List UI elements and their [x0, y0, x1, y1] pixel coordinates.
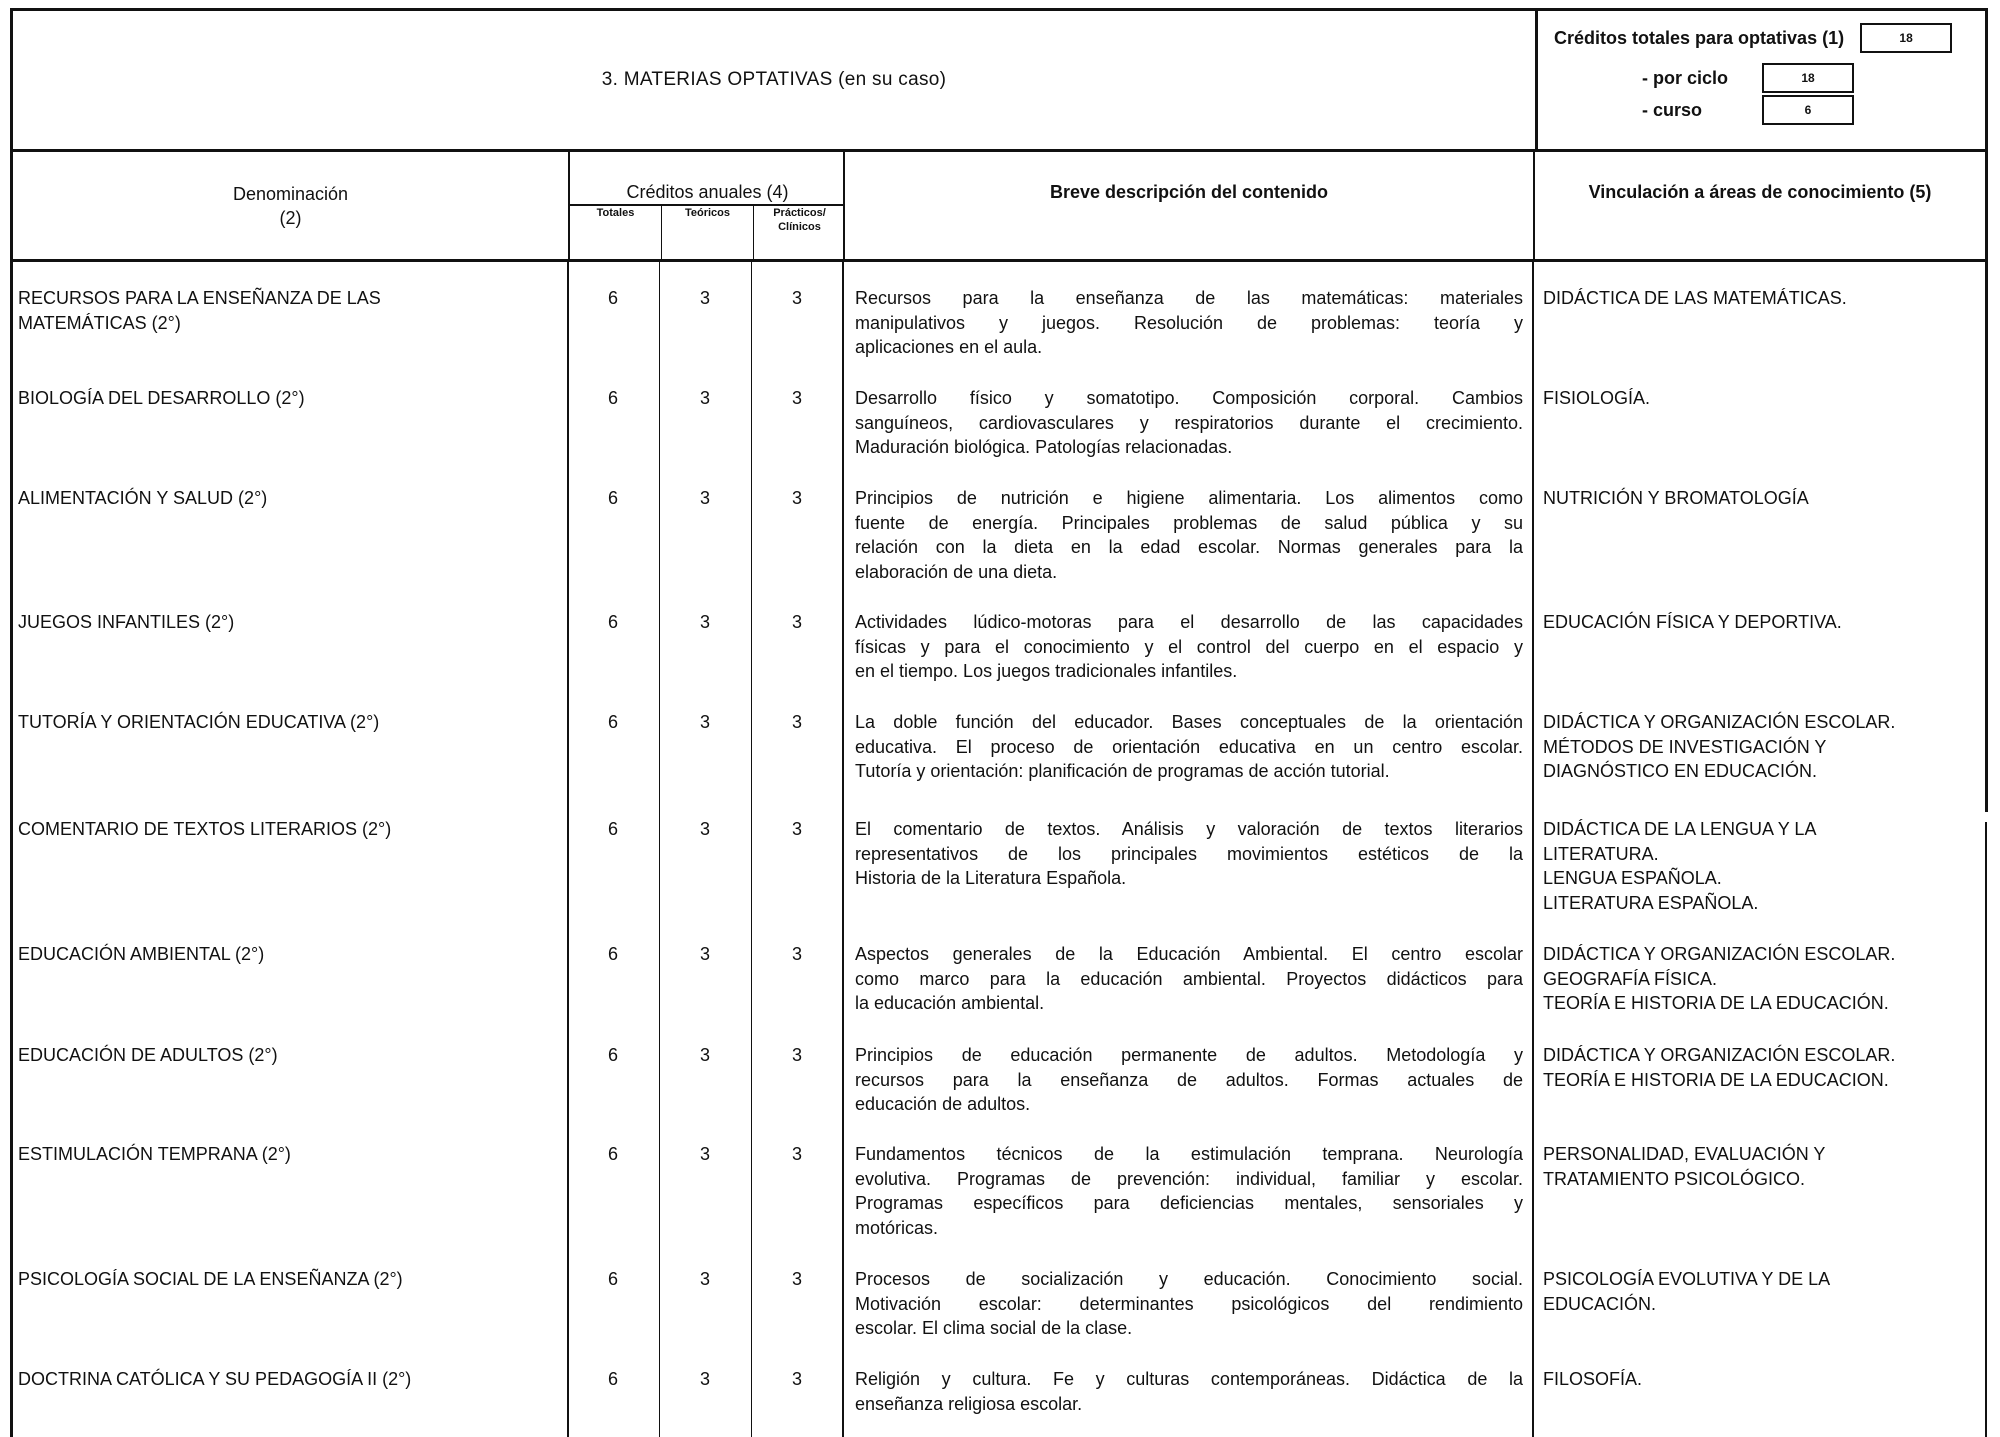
description-line: Actividades lúdico-motoras para el desarrollo de las capacidades [855, 612, 1523, 632]
credits-totales: 6 [607, 944, 618, 964]
knowledge-area: DIAGNÓSTICO EN EDUCACIÓN. [1543, 761, 1818, 781]
subject-name [18, 1367, 558, 1392]
credits-practicos: 3 [791, 1144, 802, 1164]
description-line: fuente de energía. Principales problemas de salud pública y su [855, 512, 1523, 533]
knowledge-area: DIDÁCTICA DE LAS MATEMÁTICAS. [1543, 288, 1847, 308]
description-line: Religión y cultura. Fe y culturas contemporáneas. Didáctica de la [855, 1369, 1523, 1389]
subject-name-line: COMENTARIO DE TEXTOS LITERARIOS (2°) [18, 819, 392, 839]
credits-practicos: 3 [791, 944, 802, 964]
col-practicos-line2: Clínicos [778, 221, 821, 233]
description-line: recursos para la enseñanza de adultos. Formas actuales de [855, 1069, 1523, 1090]
credits-teoricos: 3 [699, 1144, 710, 1164]
knowledge-area: GEOGRAFÍA FÍSICA. [1543, 968, 1718, 989]
credits-practicos: 3 [791, 1269, 802, 1289]
subject-name [18, 1142, 558, 1167]
content-description [855, 610, 1523, 684]
knowledge-areas [1543, 486, 1983, 511]
description-line: Motivación escolar: determinantes psicológicos del rendimiento [855, 1293, 1523, 1314]
knowledge-area: TRATAMIENTO PSICOLÓGICO. [1543, 1168, 1806, 1189]
subject-name [18, 1267, 558, 1292]
subject-name-line: PSICOLOGÍA SOCIAL DE LA ENSEÑANZA (2°) [18, 1269, 403, 1289]
description-line: Principios de educación permanente de adultos. Metodología y [855, 1045, 1523, 1065]
subject-name [18, 286, 558, 335]
col-creditos-label: Créditos anuales (4) [626, 182, 789, 202]
per-cycle-label: - por ciclo [1642, 67, 1729, 88]
section-title: 3. MATERIAS OPTATIVAS (en su caso) [13, 11, 1538, 149]
knowledge-area: EDUCACIÓN FÍSICA Y DEPORTIVA. [1543, 612, 1842, 632]
body-left-border [10, 262, 13, 1437]
description-line: elaboración de una dieta. [855, 561, 1058, 582]
col-creditos [570, 152, 845, 259]
content-description [855, 486, 1523, 584]
body-right-border-top [1985, 262, 1988, 812]
col-practicos [754, 206, 845, 259]
knowledge-area: MÉTODOS DE INVESTIGACIÓN Y [1543, 736, 1827, 757]
divider-desc-vinc [1532, 262, 1534, 1437]
col-descripcion: Breve descripción del contenido [845, 152, 1535, 259]
credits-teoricos: 3 [699, 1045, 710, 1065]
description-line: El comentario de textos. Análisis y valoración de textos literarios [855, 819, 1523, 839]
col-vinculacion: Vinculación a áreas de conocimiento (5) [1588, 182, 1932, 202]
knowledge-area: EDUCACIÓN. [1543, 1293, 1657, 1314]
description-line: educativa. El proceso de orientación educativa en un centro escolar. [855, 736, 1523, 757]
content-description [855, 1043, 1523, 1117]
credits-teoricos: 3 [699, 288, 710, 308]
knowledge-areas [1543, 1367, 1983, 1392]
knowledge-area: LENGUA ESPAÑOLA. [1543, 868, 1722, 888]
credits-totales: 6 [607, 1369, 618, 1389]
credits-practicos: 3 [791, 288, 802, 308]
col-denominacion-note: (2) [279, 208, 302, 228]
credits-practicos: 3 [791, 612, 802, 632]
knowledge-area: DIDÁCTICA Y ORGANIZACIÓN ESCOLAR. [1543, 1045, 1896, 1065]
course-row [1642, 95, 1854, 125]
credits-practicos: 3 [791, 1045, 802, 1065]
credits-practicos: 3 [791, 712, 802, 732]
content-description [855, 817, 1523, 891]
knowledge-area: TEORÍA E HISTORIA DE LA EDUCACIÓN. [1543, 993, 1889, 1013]
credits-total-value: 18 [1860, 23, 1952, 53]
description-line: evolutiva. Programas de prevención: individual, familiar y escolar. [855, 1168, 1523, 1189]
description-line: escolar. El clima social de la clase. [855, 1318, 1133, 1338]
credits-totales: 6 [607, 612, 618, 632]
knowledge-areas [1543, 1142, 1983, 1191]
description-line: en el tiempo. Los juegos tradicionales infantiles. [855, 661, 1238, 681]
credits-totales: 6 [607, 288, 618, 308]
credits-teoricos: 3 [699, 819, 710, 839]
subject-name [18, 942, 558, 967]
content-description [855, 1367, 1523, 1416]
credits-practicos: 3 [791, 488, 802, 508]
knowledge-areas [1543, 386, 1983, 411]
content-description [855, 386, 1523, 460]
subject-name-line: EDUCACIÓN AMBIENTAL (2°) [18, 944, 265, 964]
description-line: Desarrollo físico y somatotipo. Composición corporal. Cambios [855, 388, 1523, 408]
description-line: Recursos para la enseñanza de las matemáticas: materiales [855, 288, 1523, 308]
credits-teoricos: 3 [699, 388, 710, 408]
section-header [10, 8, 1988, 152]
description-line: la educación ambiental. [855, 993, 1045, 1013]
col-teoricos: Teóricos [662, 206, 754, 259]
column-headers [10, 152, 1988, 262]
knowledge-area: FISIOLOGÍA. [1543, 388, 1651, 408]
subject-name [18, 710, 558, 735]
credits-teoricos: 3 [699, 1369, 710, 1389]
credits-teoricos: 3 [699, 488, 710, 508]
description-line: Procesos de socialización y educación. Conocimiento social. [855, 1269, 1523, 1289]
credits-teoricos: 3 [699, 944, 710, 964]
description-line: manipulativos y juegos. Resolución de problemas: teoría y [855, 312, 1523, 333]
col-totales: Totales [570, 206, 662, 259]
divider-cred-desc [842, 262, 844, 1437]
description-line: educación de adultos. [855, 1094, 1031, 1114]
subject-name [18, 610, 558, 635]
description-line: relación con la dieta en la edad escolar. Normas generales para la [855, 537, 1523, 557]
credits-totales: 6 [607, 1269, 618, 1289]
subject-name-line: JUEGOS INFANTILES (2°) [18, 612, 235, 632]
credits-summary [1538, 11, 1985, 149]
credits-teoricos: 3 [699, 612, 710, 632]
table-body [10, 262, 1988, 1437]
description-line: Historia de la Literatura Española. [855, 868, 1127, 888]
subject-name-line: ESTIMULACIÓN TEMPRANA (2°) [18, 1144, 291, 1164]
content-description [855, 286, 1523, 360]
knowledge-area: PERSONALIDAD, EVALUACIÓN Y [1543, 1144, 1826, 1164]
subject-name-line: TUTORÍA Y ORIENTACIÓN EDUCATIVA (2°) [18, 712, 380, 732]
knowledge-areas [1543, 610, 1983, 635]
knowledge-area: NUTRICIÓN Y BROMATOLOGÍA [1543, 488, 1809, 508]
knowledge-areas [1543, 710, 1983, 784]
description-line: La doble función del educador. Bases conceptuales de la orientación [855, 712, 1523, 732]
knowledge-area: DIDÁCTICA Y ORGANIZACIÓN ESCOLAR. [1543, 712, 1896, 732]
description-line: motóricas. [855, 1217, 939, 1238]
col-denominacion-label: Denominación [232, 184, 349, 204]
content-description [855, 1267, 1523, 1341]
description-line: Fundamentos técnicos de la estimulación temprana. Neurología [855, 1144, 1523, 1164]
credits-teoricos: 3 [699, 712, 710, 732]
col-denominacion [13, 152, 570, 259]
credits-totales: 6 [607, 488, 618, 508]
credits-totales: 6 [607, 1045, 618, 1065]
knowledge-area: DIDÁCTICA Y ORGANIZACIÓN ESCOLAR. [1543, 944, 1896, 964]
col-practicos-line1: Prácticos/ [773, 207, 826, 219]
description-line: como marco para la educación ambiental. Proyectos didácticos para [855, 968, 1523, 989]
subject-name-line: ALIMENTACIÓN Y SALUD (2°) [18, 488, 268, 508]
description-line: físicas y para el conocimiento y el control del cuerpo en el espacio y [855, 636, 1523, 657]
credits-total-row [1554, 23, 1952, 53]
subject-name-line: EDUCACIÓN DE ADULTOS (2°) [18, 1045, 278, 1065]
course-value: 6 [1762, 95, 1854, 125]
subject-name [18, 486, 558, 511]
credits-totales: 6 [607, 819, 618, 839]
content-description [855, 942, 1523, 1016]
description-line: Aspectos generales de la Educación Ambiental. El centro escolar [855, 944, 1523, 964]
credits-totales: 6 [607, 712, 618, 732]
credits-totales: 6 [607, 388, 618, 408]
knowledge-area: LITERATURA ESPAÑOLA. [1543, 892, 1759, 913]
subject-name [18, 386, 558, 411]
subject-name-line: MATEMÁTICAS (2°) [18, 312, 181, 333]
knowledge-areas [1543, 942, 1983, 1016]
subject-name-line: RECURSOS PARA LA ENSEÑANZA DE LAS [18, 288, 381, 308]
subject-name-line: BIOLOGÍA DEL DESARROLLO (2°) [18, 388, 305, 408]
description-line: aplicaciones en el aula. [855, 337, 1043, 357]
per-cycle-row [1642, 63, 1854, 93]
knowledge-area: LITERATURA. [1543, 843, 1659, 864]
credits-practicos: 3 [791, 1369, 802, 1389]
knowledge-areas [1543, 1043, 1983, 1092]
credits-practicos: 3 [791, 819, 802, 839]
subject-name-line: DOCTRINA CATÓLICA Y SU PEDAGOGÍA II (2°) [18, 1369, 412, 1389]
description-line: sanguíneos, cardiovasculares y respiratorios durante el crecimiento. [855, 412, 1523, 433]
credits-totales: 6 [607, 1144, 618, 1164]
divider-den-cred [567, 262, 569, 1437]
course-label: - curso [1642, 99, 1703, 120]
per-cycle-value: 18 [1762, 63, 1854, 93]
body-right-border-bottom [1985, 822, 1987, 1437]
knowledge-area: TEORÍA E HISTORIA DE LA EDUCACION. [1543, 1069, 1889, 1090]
knowledge-area: DIDÁCTICA DE LA LENGUA Y LA [1543, 819, 1817, 839]
credits-practicos: 3 [791, 388, 802, 408]
divider-teo-prac [751, 262, 752, 1437]
content-description [855, 710, 1523, 784]
description-line: enseñanza religiosa escolar. [855, 1393, 1083, 1414]
description-line: Tutoría y orientación: planificación de programas de acción tutorial. [855, 761, 1390, 781]
description-line: Programas específicos para deficiencias mentales, sensoriales y [855, 1193, 1523, 1213]
credits-total-label: Créditos totales para optativas (1) [1554, 27, 1845, 48]
credits-teoricos: 3 [699, 1269, 710, 1289]
content-description [855, 1142, 1523, 1240]
description-line: representativos de los principales movimientos estéticos de la [855, 843, 1523, 864]
description-line: Maduración biológica. Patologías relacionadas. [855, 437, 1233, 457]
knowledge-area: FILOSOFÍA. [1543, 1369, 1643, 1389]
knowledge-areas [1543, 1267, 1983, 1316]
divider-tot-teo [659, 262, 660, 1437]
knowledge-area: PSICOLOGÍA EVOLUTIVA Y DE LA [1543, 1269, 1831, 1289]
subject-name [18, 817, 558, 842]
description-line: Principios de nutrición e higiene alimentaria. Los alimentos como [855, 488, 1523, 508]
knowledge-areas [1543, 286, 1983, 311]
subject-name [18, 1043, 558, 1068]
knowledge-areas [1543, 817, 1983, 915]
